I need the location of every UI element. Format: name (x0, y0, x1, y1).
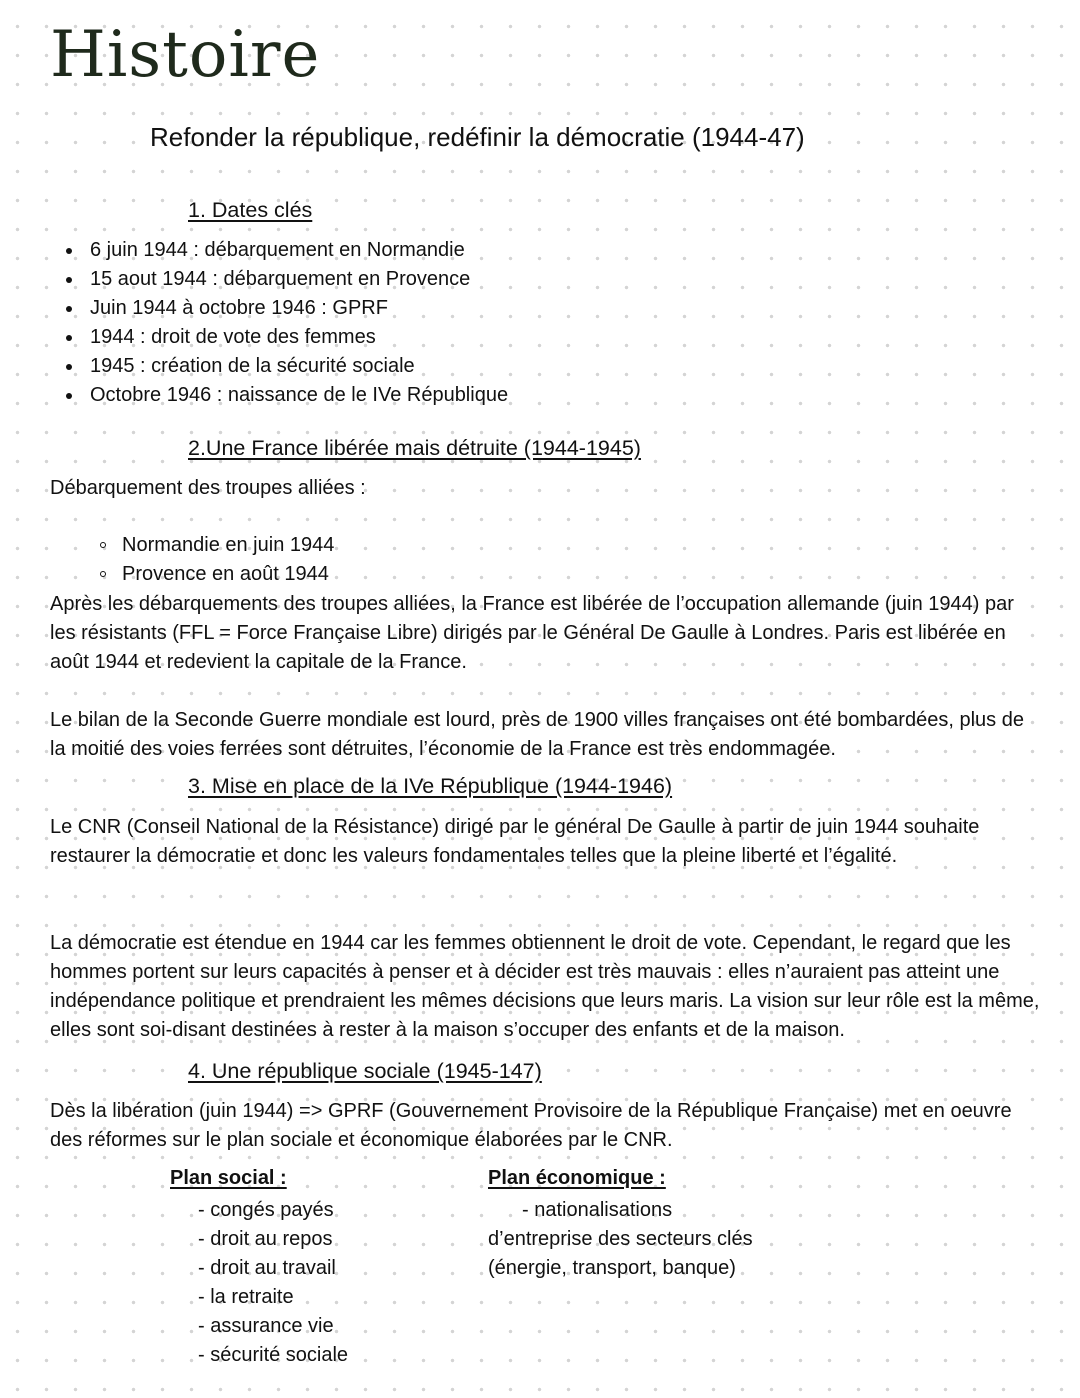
gprf-paragraph: Dès la libération (juin 1944) => GPRF (Gouvernement Provisoire de la République Française) met en oeuvre des réformes sur le plan sociale et économique élaborées par le CNR. (50, 1100, 1012, 1151)
list-item: - la retraite (198, 1286, 294, 1308)
key-dates-list (50, 236, 508, 410)
list-item: 1945 : création de la sécurité sociale (50, 352, 508, 381)
list-item: Normandie en juin 1944 (50, 531, 334, 560)
list-item: - droit au repos (198, 1228, 333, 1250)
plan-social-list (198, 1196, 348, 1370)
landings-intro: Débarquement des troupes alliées : (50, 477, 366, 499)
section-1-heading: 1. Dates clés (188, 198, 313, 222)
list-item: 1944 : droit de vote des femmes (50, 323, 508, 352)
plan-eco-title: Plan économique : (488, 1167, 666, 1189)
page-title: Histoire (50, 18, 321, 92)
list-item: - nationalisations (522, 1199, 673, 1221)
list-item: 6 juin 1944 : débarquement en Normandie (50, 236, 508, 265)
section-3-heading: 3. Mise en place de la IVe République (1944-1946) (188, 774, 673, 798)
war-toll-paragraph: Le bilan de la Seconde Guerre mondiale est lourd, près de 1900 villes françaises ont été bombardées, plus de la moitié des voies ferrées sont détruites, l’économie de la France est très endommagée. (50, 709, 1024, 760)
list-item: d’entreprise des secteurs clés (488, 1228, 753, 1250)
list-item: 15 aout 1944 : débarquement en Provence (50, 265, 508, 294)
list-item: - sécurité sociale (198, 1344, 349, 1366)
list-item: (énergie, transport, banque) (488, 1257, 736, 1279)
list-item: - assurance vie (198, 1315, 334, 1337)
liberation-paragraph: Après les débarquements des troupes alliées, la France est libérée de l’occupation allemande (juin 1944) par les résistants (FFL = Force Française Libre) dirigés par le Général De Gaulle à Londres. Paris est libérée en août 1944 et redevient la capitale de la France. (50, 593, 1014, 673)
section-4-heading: 4. Une république sociale (1945-147) (188, 1059, 542, 1083)
list-item: Provence en août 1944 (50, 560, 334, 589)
cnr-paragraph: Le CNR (Conseil National de la Résistance) dirigé par le général De Gaulle à partir de juin 1944 souhaite restaurer la démocratie et donc les valeurs fondamentales telles que la pleine liberté et l’égalité. (50, 816, 980, 867)
plan-social-title: Plan social : (170, 1167, 287, 1189)
section-2-heading: 2.Une France libérée mais détruite (1944-1945) (188, 436, 641, 460)
list-item: - droit au travail (198, 1257, 336, 1279)
page-subtitle: Refonder la république, redéfinir la démocratie (1944-47) (150, 122, 805, 152)
list-item: Octobre 1946 : naissance de le IVe République (50, 381, 508, 410)
landings-list (50, 531, 334, 589)
plan-eco-list (488, 1196, 753, 1283)
list-item: - congés payés (198, 1199, 334, 1221)
list-item: Juin 1944 à octobre 1946 : GPRF (50, 294, 508, 323)
women-vote-paragraph: La démocratie est étendue en 1944 car les femmes obtiennent le droit de vote. Cependant, le regard que les hommes portent sur leurs capacités à penser et à décider est très mauvais : elles n’auraient pas atteint une indépendance politique et prendraient les mêmes décisions que leurs maris. La vision sur leur rôle est la même, elles sont soi-disant destinées à rester à la maison s’occuper des enfants et de la maison. (50, 932, 1040, 1041)
